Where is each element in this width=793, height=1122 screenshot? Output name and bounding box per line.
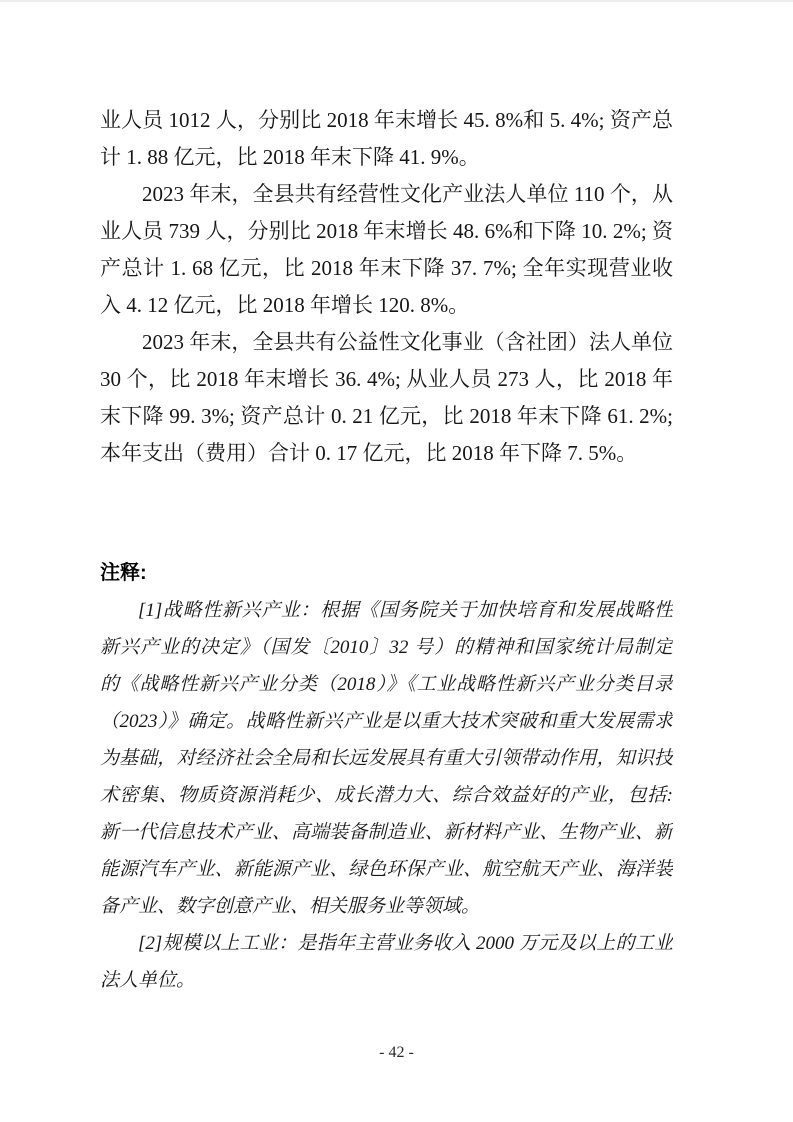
- note-line: 为基础，对经济社会全局和长远发展具有重大引领带动作用，知识技: [100, 748, 673, 769]
- body-line: 末下降 99. 3%; 资产总计 0. 21 亿元，比 2018 年末下降 61. 2%;: [100, 404, 673, 428]
- note-line: 的《战略性新兴产业分类（2018）》《工业战略性新兴产业分类目录: [100, 674, 673, 695]
- body-line: 业人员 1012 人，分别比 2018 年末增长 45. 8%和 5. 4%; 资产总: [100, 108, 673, 132]
- body-line: 2023 年末，全县共有公益性文化事业（含社团）法人单位: [142, 330, 673, 354]
- body-line: 入 4. 12 亿元，比 2018 年增长 120. 8%。: [100, 293, 470, 317]
- body-line: 产总计 1. 68 亿元，比 2018 年末下降 37. 7%; 全年实现营业收: [100, 256, 673, 280]
- page-number: - 42 -: [379, 1044, 414, 1061]
- note-line: [2]规模以上工业：是指年主营业务收入 2000 万元及以上的工业: [138, 933, 673, 954]
- body-text: [100, 102, 673, 472]
- body-line: 计 1. 88 亿元，比 2018 年末下降 41. 9%。: [100, 145, 480, 169]
- body-line: 30 个，比 2018 年末增长 36. 4%; 从业人员 273 人，比 2018 年: [100, 367, 673, 391]
- page-content: [100, 102, 673, 999]
- note-line: （2023）》确定。战略性新兴产业是以重大技术突破和重大发展需求: [100, 711, 673, 732]
- body-line: 2023 年末，全县共有经营性文化产业法人单位 110 个，从: [142, 182, 673, 206]
- note-line: 法人单位。: [100, 970, 196, 991]
- note-line: 术密集、物质资源消耗少、成长潜力大、综合效益好的产业，包括:: [100, 785, 673, 806]
- note-line: 备产业、数字创意产业、相关服务业等领域。: [100, 896, 481, 917]
- note-line: 新兴产业的决定》（国发〔2010〕32 号）的精神和国家统计局制定: [100, 637, 673, 658]
- note-line: [1]战略性新兴产业：根据《国务院关于加快培育和发展战略性: [138, 600, 673, 621]
- body-line: 本年支出（费用）合计 0. 17 亿元，比 2018 年下降 7. 5%。: [100, 441, 638, 465]
- body-line: 业人员 739 人，分别比 2018 年末增长 48. 6%和下降 10. 2%; 资: [100, 219, 673, 243]
- notes-section: [100, 592, 673, 999]
- notes-heading: 注释:: [100, 562, 147, 584]
- note-line: 能源汽车产业、新能源产业、绿色环保产业、航空航天产业、海洋装: [100, 859, 673, 880]
- note-line: 新一代信息技术产业、高端装备制造业、新材料产业、生物产业、新: [100, 822, 673, 843]
